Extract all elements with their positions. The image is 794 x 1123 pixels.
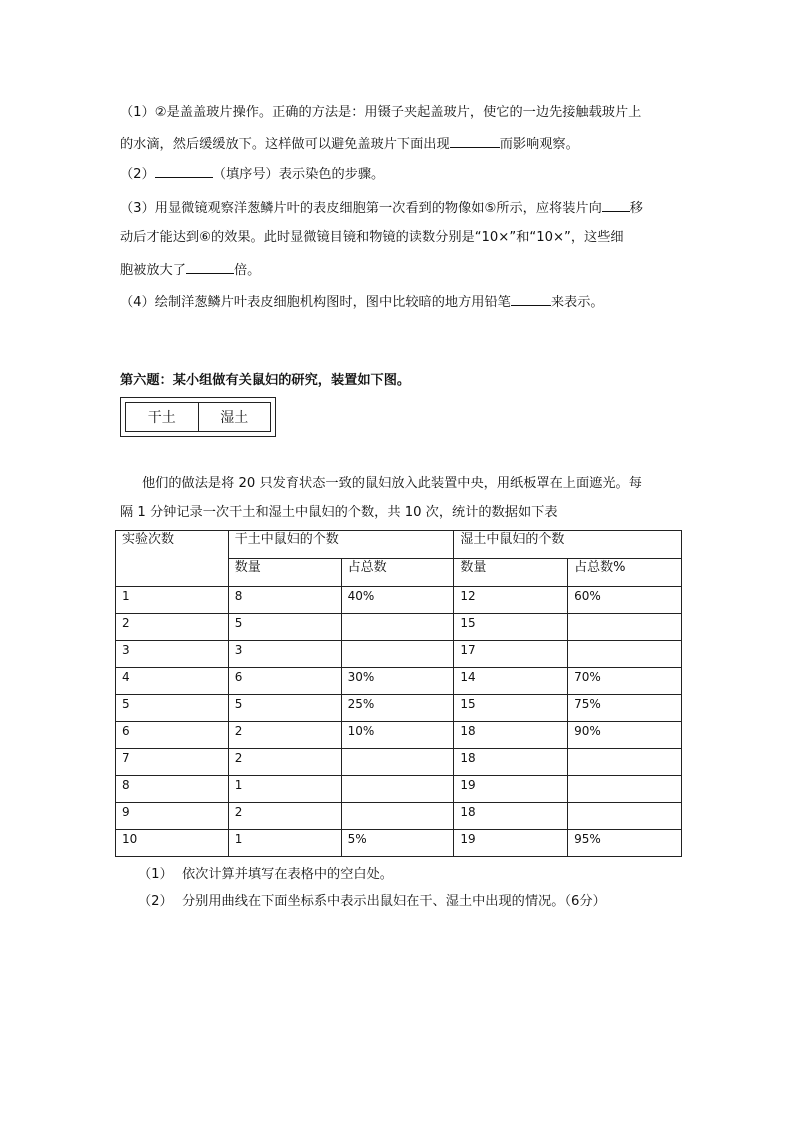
table-row: [116, 587, 682, 614]
answer-blank-5[interactable]: [511, 292, 551, 306]
subq-1: [138, 866, 393, 884]
apparatus-dry-soil: 干土: [126, 403, 199, 431]
cell-wet-pct[interactable]: [568, 614, 682, 641]
header-trial: 实验次数: [116, 531, 229, 587]
q3-line1-text: （3）用显微镜观察洋葱鳞片叶的表皮细胞第一次看到的物像如⑤所示，应将装片向: [120, 201, 602, 216]
cell-trial: 7: [116, 749, 229, 776]
cell-wet-pct[interactable]: 95%: [568, 830, 682, 857]
table-row: [116, 641, 682, 668]
table-row: [116, 614, 682, 641]
cell-wet-pct[interactable]: [568, 641, 682, 668]
q4-line: [120, 292, 604, 312]
table-row: [116, 803, 682, 830]
cell-dry-count: 5: [228, 695, 341, 722]
apparatus-inner: [125, 402, 271, 432]
cell-wet-count: 15: [454, 695, 568, 722]
cell-trial: 1: [116, 587, 229, 614]
cell-dry-pct[interactable]: 30%: [341, 668, 454, 695]
q2-text: （填序号）表示染色的步骤。: [212, 167, 385, 182]
q4-tail: 来表示。: [550, 295, 604, 310]
cell-dry-count: 1: [228, 830, 341, 857]
q1-line2-tail: 而影响观察。: [499, 137, 579, 152]
cell-wet-pct[interactable]: [568, 776, 682, 803]
subq-2: [138, 893, 606, 911]
q3-line3-tail: 倍。: [233, 263, 261, 278]
header-dry-pct: 占总数: [341, 559, 454, 587]
table-row: [116, 722, 682, 749]
cell-dry-pct[interactable]: [341, 749, 454, 776]
cell-dry-count: 1: [228, 776, 341, 803]
cell-wet-count: 18: [454, 803, 568, 830]
cell-dry-count: 8: [228, 587, 341, 614]
section6-para-line2: 隔 1 分钟记录一次干土和湿土中鼠妇的个数，共 10 次，统计的数据如下表: [120, 505, 558, 520]
cell-dry-count: 3: [228, 641, 341, 668]
cell-dry-pct[interactable]: [341, 641, 454, 668]
header-dry-group: 干土中鼠妇的个数: [228, 531, 454, 559]
q1-line2-text: 的水滴，然后缓缓放下。这样做可以避免盖玻片下面出现: [120, 137, 450, 152]
section6-para-line1: 他们的做法是将 20 只发育状态一致的鼠妇放入此装置中央，用纸板罩在上面遮光。每: [142, 476, 642, 491]
subq-2-number: （2）: [138, 894, 173, 909]
cell-dry-count: 2: [228, 803, 341, 830]
cell-wet-count: 18: [454, 749, 568, 776]
data-table: [115, 530, 682, 857]
answer-blank-1[interactable]: [450, 134, 500, 148]
cell-dry-count: 5: [228, 614, 341, 641]
cell-wet-count: 15: [454, 614, 568, 641]
q2-label: （2）: [120, 167, 155, 182]
cell-dry-pct[interactable]: [341, 776, 454, 803]
cell-trial: 4: [116, 668, 229, 695]
header-wet-group: 湿土中鼠妇的个数: [454, 531, 682, 559]
cell-wet-pct[interactable]: 70%: [568, 668, 682, 695]
cell-dry-pct[interactable]: 10%: [341, 722, 454, 749]
header-wet-count: 数量: [454, 559, 568, 587]
cell-trial: 5: [116, 695, 229, 722]
answer-blank-2[interactable]: [155, 164, 213, 178]
cell-dry-pct[interactable]: [341, 803, 454, 830]
header-wet-pct: 占总数%: [568, 559, 682, 587]
table-row: [116, 776, 682, 803]
table-row: [116, 668, 682, 695]
cell-wet-count: 19: [454, 830, 568, 857]
cell-trial: 9: [116, 803, 229, 830]
cell-trial: 2: [116, 614, 229, 641]
cell-dry-pct[interactable]: 5%: [341, 830, 454, 857]
q2-line: [120, 164, 384, 184]
cell-dry-pct[interactable]: 40%: [341, 587, 454, 614]
cell-trial: 6: [116, 722, 229, 749]
answer-blank-3[interactable]: [602, 198, 630, 212]
cell-wet-pct[interactable]: [568, 749, 682, 776]
cell-wet-count: 12: [454, 587, 568, 614]
q3-line3: [120, 260, 260, 280]
q3-line2: 动后才能达到⑥的效果。此时显微镜目镜和物镜的读数分别是“10×”和“10×”，这些细: [120, 230, 624, 245]
cell-wet-count: 18: [454, 722, 568, 749]
cell-wet-pct[interactable]: 75%: [568, 695, 682, 722]
cell-dry-count: 6: [228, 668, 341, 695]
cell-dry-pct[interactable]: 25%: [341, 695, 454, 722]
q3-line1-tail: 移: [629, 201, 643, 216]
answer-blank-4[interactable]: [186, 260, 234, 274]
cell-dry-pct[interactable]: [341, 614, 454, 641]
cell-dry-count: 2: [228, 749, 341, 776]
cell-wet-count: 19: [454, 776, 568, 803]
table-row: [116, 830, 682, 857]
subq-1-text: 依次计算并填写在表格中的空白处。: [182, 867, 393, 882]
q3-line1: [120, 198, 643, 218]
cell-trial: 10: [116, 830, 229, 857]
subq-1-number: （1）: [138, 867, 173, 882]
q1-line1: （1）②是盖盖玻片操作。正确的方法是：用镊子夹起盖玻片，使它的一边先接触载玻片上: [120, 105, 642, 120]
q3-line3-text: 胞被放大了: [120, 263, 186, 278]
apparatus-diagram: [120, 397, 276, 437]
cell-dry-count: 2: [228, 722, 341, 749]
table-row: [116, 749, 682, 776]
cell-wet-pct[interactable]: 90%: [568, 722, 682, 749]
header-dry-count: 数量: [228, 559, 341, 587]
cell-wet-count: 17: [454, 641, 568, 668]
subq-2-text: 分别用曲线在下面坐标系中表示出鼠妇在干、湿土中出现的情况。（6分）: [182, 894, 606, 909]
table-row: [116, 695, 682, 722]
cell-wet-count: 14: [454, 668, 568, 695]
cell-wet-pct[interactable]: [568, 803, 682, 830]
cell-wet-pct[interactable]: 60%: [568, 587, 682, 614]
cell-trial: 3: [116, 641, 229, 668]
section6-heading: 第六题：某小组做有关鼠妇的研究，装置如下图。: [120, 373, 411, 388]
q4-text: （4）绘制洋葱鳞片叶表皮细胞机构图时，图中比较暗的地方用铅笔: [120, 295, 511, 310]
q1-line2: [120, 134, 579, 154]
table-header-row: [116, 531, 682, 559]
apparatus-wet-soil: 湿土: [220, 410, 249, 426]
cell-trial: 8: [116, 776, 229, 803]
